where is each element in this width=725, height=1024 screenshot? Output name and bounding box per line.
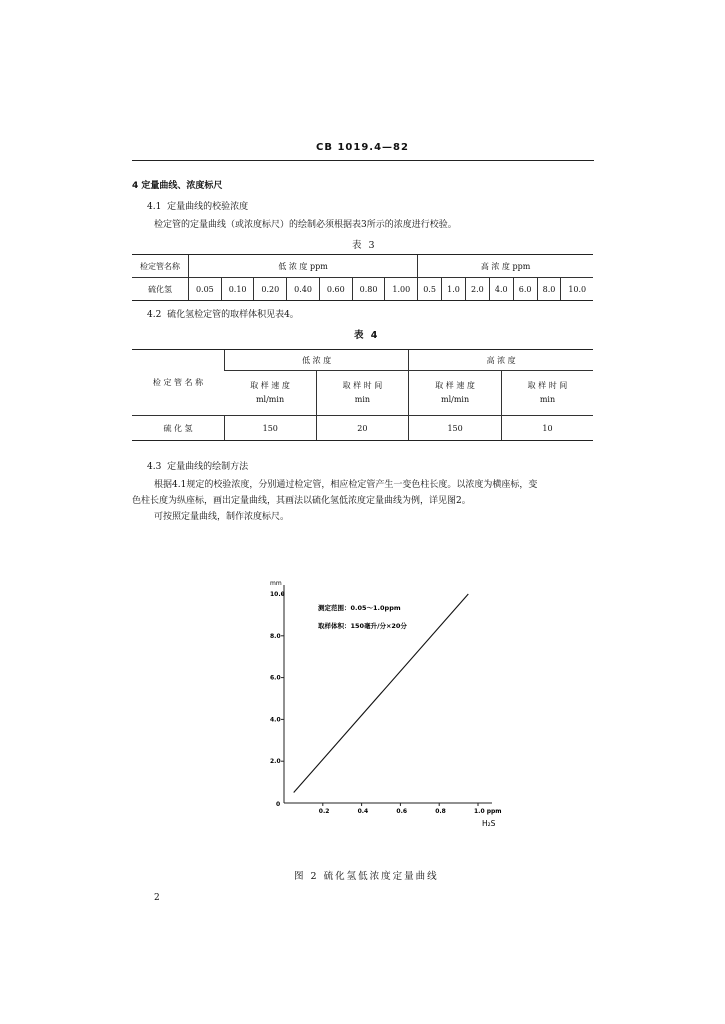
rate-unit: ml/min: [441, 395, 470, 404]
section-4-1-title: 定量曲线的校验浓度: [167, 202, 249, 212]
time-label: 取 样 时 间: [342, 381, 383, 390]
table-cell: 6.0: [513, 278, 537, 301]
table-cell: 1.0: [442, 278, 466, 301]
table-cell: 0.10: [221, 278, 254, 301]
table-3-low-header: 低 浓 度 ppm: [189, 255, 418, 278]
table-cell: 0.20: [254, 278, 287, 301]
table-cell: 150: [409, 416, 502, 441]
table-cell: 2.0: [465, 278, 489, 301]
x-axis-label: H₂S: [482, 819, 496, 828]
table-cell: 0.80: [352, 278, 385, 301]
table-cell: 1.00: [385, 278, 418, 301]
section-4-2-body: 硫化氢检定管的取样体积见表4。: [167, 310, 299, 320]
section-4-heading: 4 定量曲线、浓度标尺: [132, 181, 223, 191]
section-4-3-number: 4.3: [147, 462, 162, 472]
section-4-3-body-line-1: 根据4.1规定的校验浓度，分别通过检定管，相应检定管产生一变色柱长度。以浓度为横座标，变: [154, 480, 538, 490]
y-tick-label: 6.0: [270, 674, 281, 682]
x-tick-label: 0.6: [396, 808, 408, 815]
table-cell: 0.60: [319, 278, 352, 301]
table-cell: 150: [225, 416, 317, 441]
y-origin-label: 0: [276, 801, 281, 808]
table-cell: 20: [316, 416, 409, 441]
table-cell: 4.0: [489, 278, 513, 301]
y-tick-label: 10.0: [270, 591, 285, 598]
table-cell: 0.05: [189, 278, 222, 301]
chart-annotation-volume: 取样体积：150毫升/分×20分: [318, 622, 407, 630]
y-tick-label: 8.0: [270, 632, 281, 640]
y-tick-label: 2.0: [270, 758, 281, 766]
section-4-1-body: 检定管的定量曲线（或浓度标尺）的绘制必须根据表3所示的浓度进行校验。: [154, 220, 457, 230]
table-3-header-name: 检定管名称: [132, 255, 189, 278]
rate-unit: ml/min: [255, 395, 285, 404]
table-4-caption: 表 4: [354, 330, 380, 341]
section-4-3-body-line-3: 可按照定量曲线，制作浓度标尺。: [154, 512, 290, 522]
x-tick-label: 0.4: [357, 808, 369, 815]
table-3-caption: 表 3: [352, 240, 377, 251]
x-tick-label: 0.2: [318, 808, 330, 815]
rate-label: 取 样 速 度: [250, 381, 290, 390]
time-label: 取 样 时 间: [527, 381, 568, 390]
table-cell: 8.0: [537, 278, 561, 301]
table-cell: 0.40: [287, 278, 320, 301]
page-number: 2: [154, 893, 160, 903]
table-4-header-name: 检 定 管 名 称: [132, 350, 225, 416]
y-axis-unit: mm: [270, 580, 282, 587]
table-3-high-header: 高 浓 度 ppm: [418, 255, 593, 278]
figure-caption: 图 2 硫化氢低浓度定量曲线: [294, 871, 439, 882]
table-4-row-name: 硫 化 氢: [132, 416, 225, 441]
section-4-3-body-line-2: 色柱长度为纵座标，画出定量曲线，其画法以硫化氢低浓度定量曲线为例，详见图2。: [132, 496, 471, 506]
table-cell: 0.5: [418, 278, 442, 301]
y-tick-label: 4.0: [270, 716, 281, 724]
document-code: CB 1019.4—82: [316, 142, 409, 153]
table-3-row-name: 硫化氢: [132, 278, 189, 301]
time-unit: min: [354, 395, 371, 404]
section-4-3-title: 定量曲线的绘制方法: [167, 462, 249, 472]
section-4-2-number: 4.2: [147, 310, 162, 320]
x-tick-label: 1.0 ppm: [474, 808, 502, 815]
chart-annotation-range: 测定范围：0.05～1.0ppm: [318, 604, 401, 612]
section-4-1-number: 4.1: [147, 202, 162, 212]
x-tick-label: 0.8: [435, 808, 446, 815]
table-cell: 10: [501, 416, 593, 441]
rate-label: 取 样 速 度: [435, 381, 475, 390]
table-4-low-header: 低 浓 度: [225, 350, 409, 371]
time-unit: min: [539, 395, 556, 404]
table-4-high-header: 高 浓 度: [409, 350, 593, 371]
table-cell: 10.0: [561, 278, 593, 301]
